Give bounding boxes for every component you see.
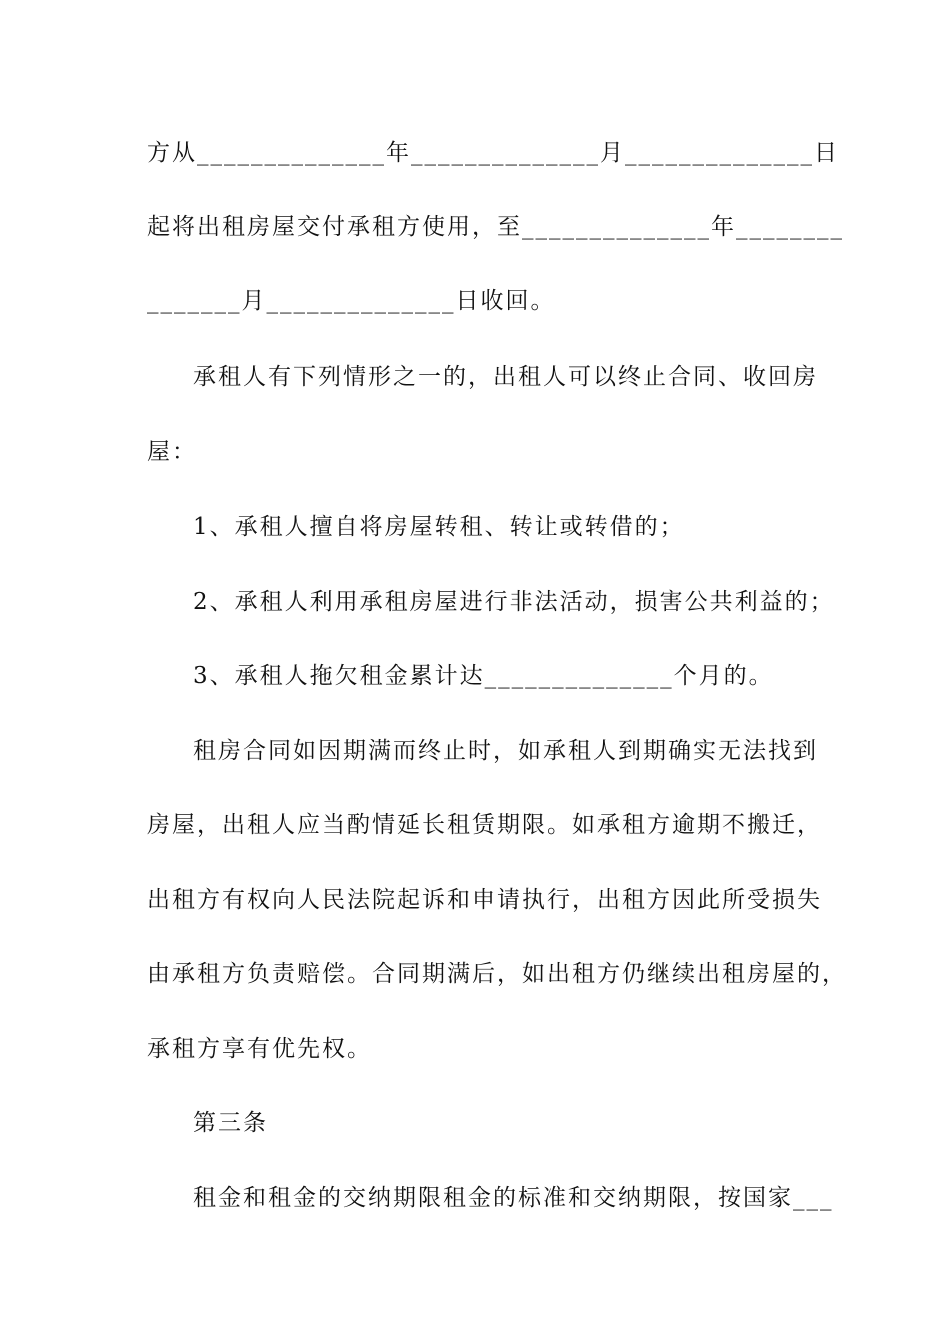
- paragraph-line: 承租人有下列情形之一的，出租人可以终止合同、收回房: [193, 364, 818, 390]
- list-item: 1、承租人擅自将房屋转租、转让或转借的；: [193, 514, 685, 540]
- paragraph-line: 房屋，出租人应当酌情延长租赁期限。如承租方逾期不搬迁，: [147, 812, 822, 838]
- paragraph-line: 承租方享有优先权。: [147, 1036, 372, 1062]
- paragraph-line: 屋：: [147, 439, 197, 465]
- paragraph-line: 出租方有权向人民法院起诉和申请执行，出租方因此所受损失: [147, 887, 822, 913]
- section-heading: 第三条: [193, 1110, 268, 1136]
- list-item: 2、承租人利用承租房屋进行非法活动，损害公共利益的；: [193, 589, 835, 615]
- text-line: 起将出租房屋交付承租方使用，至______________年________: [147, 214, 844, 240]
- list-item: 3、承租人拖欠租金累计达______________个月的。: [193, 663, 774, 689]
- text-line: _______月______________日收回。: [147, 288, 556, 314]
- paragraph-line: 租金和租金的交纳期限租金的标准和交纳期限，按国家___: [193, 1185, 834, 1211]
- text-line: 方从______________年______________月______________日: [147, 140, 839, 166]
- paragraph-line: 由承租方负责赔偿。合同期满后，如出租方仍继续出租房屋的，: [147, 961, 847, 987]
- paragraph-line: 租房合同如因期满而终止时，如承租人到期确实无法找到: [193, 738, 818, 764]
